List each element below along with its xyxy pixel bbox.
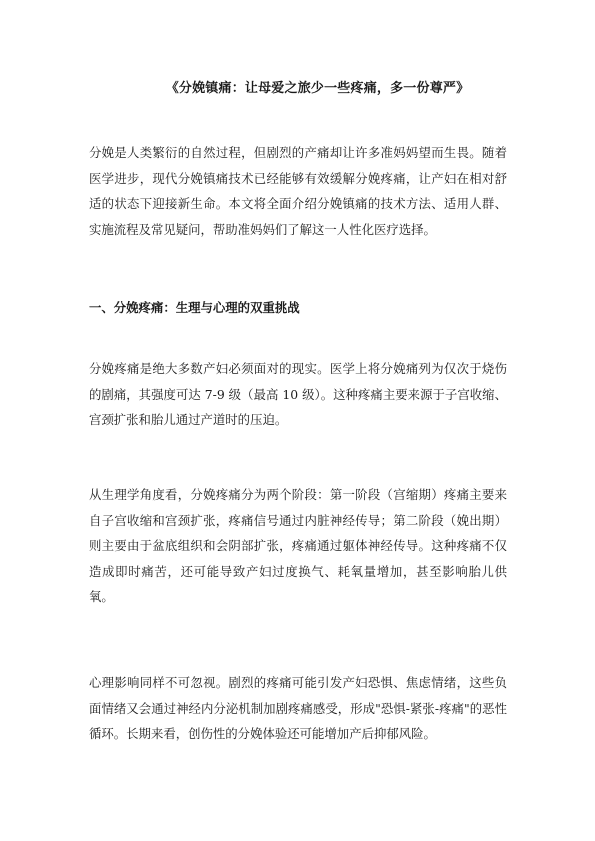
body-paragraph: 心理影响同样不可忽视。剧烈的疼痛可能引发产妇恐惧、焦虑情绪，这些负面情绪又会通过神经内分泌机制加剧疼痛感受，形成"恐惧-紧张-疼痛"的恶性循环。长期来看，创伤性的分娩体验还可能增加产后抑郁风险。 bbox=[89, 675, 507, 741]
section-heading: 一、分娩疼痛：生理与心理的双重挑战 bbox=[89, 300, 300, 315]
document-title: 《分娩镇痛：让母爱之旅少一些疼痛，多一份尊严》 bbox=[165, 81, 470, 96]
body-paragraph: 分娩疼痛是绝大多数产妇必须面对的现实。医学上将分娩痛列为仅次于烧伤的剧痛，其强度可达 7-9 级（最高 10 级）。这种疼痛主要来源于子宫收缩、宫颈扩张和胎儿通过产道时的压迫。 bbox=[89, 361, 507, 427]
intro-paragraph: 分娩是人类繁衍的自然过程，但剧烈的产痛却让许多准妈妈望而生畏。随着医学进步，现代分娩镇痛技术已经能够有效缓解分娩疼痛，让产妇在相对舒适的状态下迎接新生命。本文将全面介绍分娩镇痛的技术方法、适用人群、实施流程及常见疑问，帮助准妈妈们了解这一人性化医疗选择。 bbox=[89, 145, 507, 237]
body-paragraph: 从生理学角度看，分娩疼痛分为两个阶段：第一阶段（宫缩期）疼痛主要来自子宫收缩和宫颈扩张，疼痛信号通过内脏神经传导；第二阶段（娩出期）则主要由于盆底组织和会阴部扩张，疼痛通过躯体神经传导。这种疼痛不仅造成即时痛苦，还可能导致产妇过度换气、耗氧量增加，甚至影响胎儿供氧。 bbox=[89, 487, 507, 604]
